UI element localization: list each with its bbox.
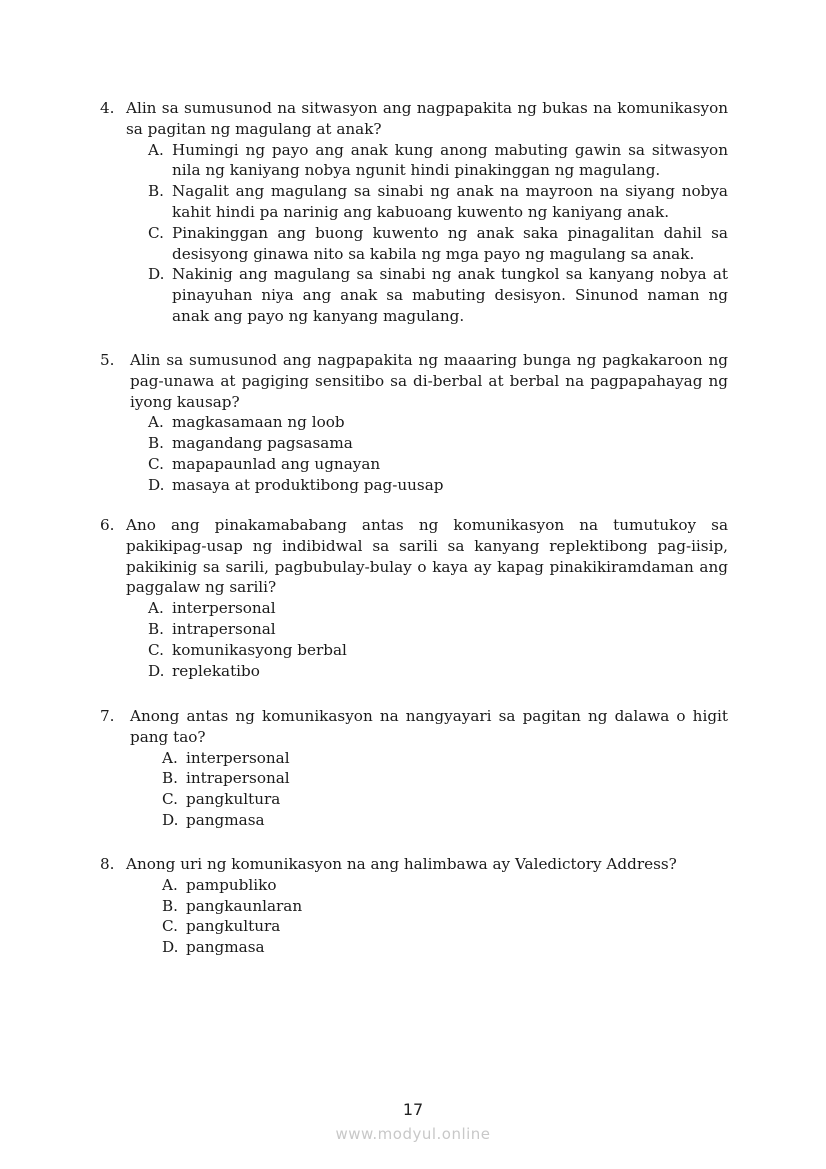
option-d <box>148 264 728 326</box>
watermark: www.modyul.online <box>335 1125 491 1143</box>
option-letter: A. <box>148 413 164 432</box>
option-text: masaya at produktibong pag-uusap <box>172 475 444 494</box>
question-5 <box>100 350 728 496</box>
question-text: Alin sa sumusunod na sitwasyon ang nagpapakita ng bukas na komunikasyon sa pagitan ng magulang at anak? <box>126 99 728 138</box>
question-number: 4. <box>100 99 115 117</box>
option-text: pangmasa <box>186 810 265 829</box>
option-text: pangkaunlaran <box>186 896 303 915</box>
option-letter: D. <box>148 475 165 494</box>
option-text: mapapaunlad ang ugnayan <box>172 454 381 473</box>
question-7 <box>100 706 728 831</box>
option-text: pangmasa <box>186 938 265 957</box>
option-letter: C. <box>148 454 164 473</box>
option-text: Pinakinggan ang buong kuwento ng anak saka pinagalitan dahil sa desisyong ginawa nito sa kabila ng mga payo ng magulang sa anak. <box>172 223 728 263</box>
option-b <box>162 768 728 789</box>
option-letter: C. <box>162 790 178 809</box>
option-text: magandang pagsasama <box>172 434 353 453</box>
option-c <box>162 789 728 810</box>
question-6 <box>100 515 728 681</box>
option-c <box>148 640 728 661</box>
option-letter: D. <box>162 810 179 829</box>
option-letter: B. <box>162 769 178 788</box>
option-d <box>148 661 728 682</box>
option-d <box>148 475 728 496</box>
options-list <box>148 412 728 495</box>
option-letter: C. <box>162 917 178 936</box>
option-letter: A. <box>162 748 178 767</box>
option-letter: D. <box>148 661 165 680</box>
option-text: intrapersonal <box>172 619 276 638</box>
page-number: 17 <box>402 1100 424 1119</box>
question-text: Alin sa sumusunod ang nagpapakita ng maaaring bunga ng pagkakaroon ng pag-unawa at pagiging sensitibo sa di-berbal at berbal na pagpapahayag ng iyong kausap? <box>130 351 728 411</box>
option-a <box>148 140 728 182</box>
option-a <box>162 748 728 769</box>
option-a <box>148 598 728 619</box>
option-letter: A. <box>148 140 164 159</box>
option-a <box>162 875 728 896</box>
option-letter: D. <box>148 265 165 284</box>
option-a <box>148 412 728 433</box>
option-text: komunikasyong berbal <box>172 640 347 659</box>
option-d <box>162 810 728 831</box>
question-8 <box>100 854 728 958</box>
option-text: pangkultura <box>186 917 281 936</box>
question-text: Anong antas ng komunikasyon na nangyayari sa pagitan ng dalawa o higit pang tao? <box>130 707 728 746</box>
question-number: 5. <box>100 351 115 369</box>
option-text: Nagalit ang magulang sa sinabi ng anak na mayroon na siyang nobya kahit hindi pa narinig ang kabuoang kuwento ng kaniyang anak. <box>172 182 728 221</box>
option-text: interpersonal <box>172 599 276 618</box>
option-b <box>148 433 728 454</box>
option-d <box>162 937 728 958</box>
question-text: Ano ang pinakamababang antas ng komunikasyon na tumutukoy sa pakikipag-usap ng indibidwal sa sarili sa kanyang replektibong pag-iisip, pakikinig sa sarili, pagbubulay-bulay o kaya ay kapag pinakikiramdaman ang paggalaw ng sarili? <box>126 516 728 597</box>
option-b <box>162 896 728 917</box>
option-c <box>148 454 728 475</box>
question-number: 6. <box>100 516 115 534</box>
question-4 <box>100 98 728 327</box>
option-letter: A. <box>148 599 164 618</box>
option-text: interpersonal <box>186 748 290 767</box>
option-c <box>162 916 728 937</box>
question-text: Anong uri ng komunikasyon na ang halimbawa ay Valedictory Address? <box>126 855 677 873</box>
option-letter: C. <box>148 640 164 659</box>
option-text: magkasamaan ng loob <box>172 413 345 432</box>
option-text: pangkultura <box>186 790 281 809</box>
option-text: intrapersonal <box>186 769 290 788</box>
question-number: 7. <box>100 707 115 725</box>
option-text: Humingi ng payo ang anak kung anong mabuting gawin sa sitwasyon nila ng kaniyang nobya ngunit hindi pinakinggan ng magulang. <box>172 140 728 180</box>
question-number: 8. <box>100 855 115 873</box>
option-letter: B. <box>148 182 164 201</box>
option-text: Nakinig ang magulang sa sinabi ng anak tungkol sa kanyang nobya at pinayuhan niya ang anak sa mabuting desisyon. Sinunod naman ng anak ang payo ng kanyang magulang. <box>172 265 728 325</box>
option-b <box>148 619 728 640</box>
option-letter: C. <box>148 223 164 242</box>
option-letter: B. <box>162 896 178 915</box>
option-letter: B. <box>148 619 164 638</box>
option-b <box>148 181 728 223</box>
option-text: replekatibo <box>172 661 260 680</box>
option-letter: D. <box>162 938 179 957</box>
option-letter: B. <box>148 434 164 453</box>
options-list <box>148 140 728 327</box>
option-letter: A. <box>162 875 178 894</box>
options-list <box>162 748 728 831</box>
options-list <box>162 875 728 958</box>
options-list <box>148 598 728 681</box>
option-text: pampubliko <box>186 875 277 894</box>
option-c <box>148 223 728 265</box>
